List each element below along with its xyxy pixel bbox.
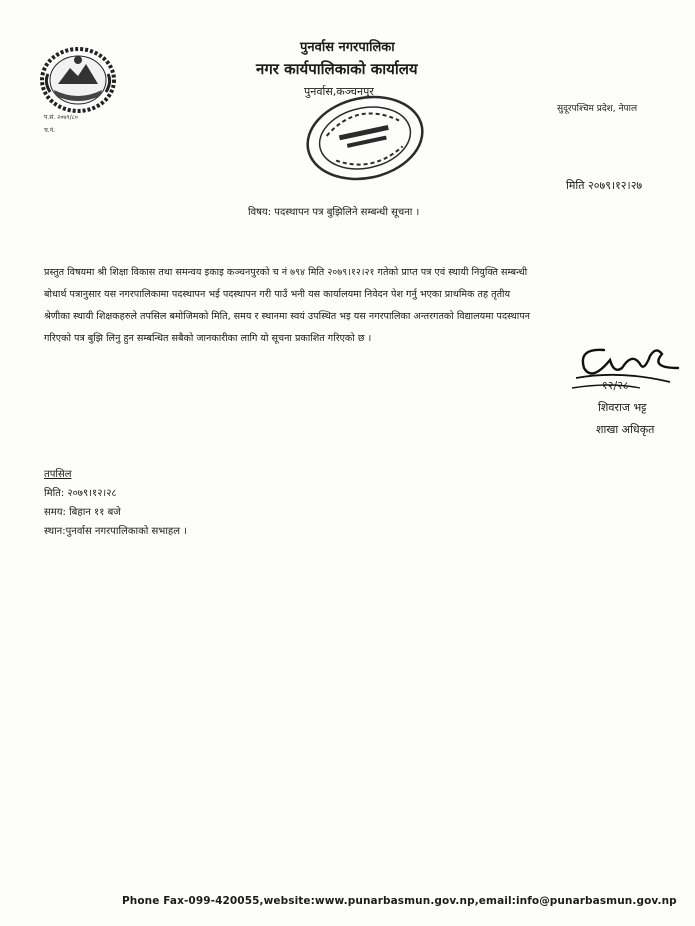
schedule-heading: तपसिल <box>44 469 72 480</box>
office-stamp <box>300 88 430 188</box>
office-location: पुनर्वास,कञ्चनपुर <box>304 85 374 98</box>
signatory-name: शिवराज भट्ट <box>598 401 647 414</box>
notice-date: मिति २०७९।१२।२७ <box>566 179 643 192</box>
body-line: बोधार्थ पत्रानुसार यस नगरपालिकामा पदस्थापन भई पदस्थापन गरी पाउँ भनी यस कार्यालयमा निवेदन पेश गर्नु भएका प्राथमिक तह तृतीय <box>44 289 511 300</box>
schedule-time: समय: बिहान ११ बजे <box>44 507 121 518</box>
office-name: नगर कार्यपालिकाको कार्यालय <box>256 60 418 78</box>
nepal-emblem-logo <box>38 46 118 114</box>
body-line: श्रेणीका स्थायी शिक्षकहरुले तपसिल बमोजिमको मिति, समय र स्थानमा स्वयं उपस्थित भइ यस नगरपालिका अन्तरगतको विद्यालयमा पदस्थापन <box>44 311 530 322</box>
signature-date: १२/२८ <box>602 379 629 392</box>
body-line: प्रस्तुत विषयमा श्री शिक्षा विकास तथा समन्वय इकाइ कञ्चनपुरको च नं ७९४ मिति २०७९।१२।२१ गतेको प्राप्त पत्र एवं स्थायी नियुक्ति सम्बन्धी <box>44 267 528 278</box>
notice-body <box>44 262 664 350</box>
signatory-title: शाखा अधिकृत <box>596 423 655 436</box>
province-name: सुदूरपश्चिम प्रदेश, नेपाल <box>557 104 638 114</box>
reference-number: प.सं. २०७९/८० <box>44 114 78 121</box>
notice-subject: विषय: पदस्थापन पत्र बुझिलिने सम्बन्धी सूचना । <box>248 207 420 218</box>
schedule-details <box>44 465 187 541</box>
municipality-name: पुनर्वास नगरपालिका <box>300 40 395 55</box>
dispatch-number: च.नं. <box>44 127 55 134</box>
body-line: गरिएको पत्र बुझि लिनु हुन सम्बन्धित सबैको जानकारीका लागि यो सूचना प्रकाशित गरिएको छ । <box>44 333 372 344</box>
schedule-date: मिति: २०७९।१२।२८ <box>44 488 117 499</box>
schedule-place: स्थान:पुनर्वास नगरपालिकाको सभाहल । <box>44 526 187 537</box>
contact-footer: Phone Fax-099-420055,website:www.punarbasmun.gov.np,email:info@punarbasmun.gov.np <box>122 895 677 907</box>
